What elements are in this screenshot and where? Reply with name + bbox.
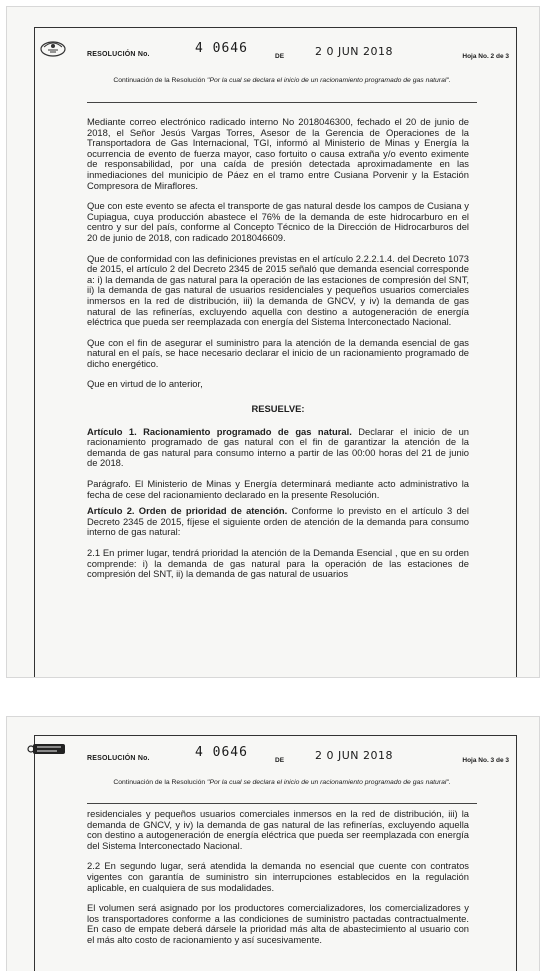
continuation-title: "Por la cual se declara el inicio de un racionamiento programado de gas natural". [207, 77, 451, 84]
item-2-1: 2.1 En primer lugar, tendrá prioridad la atención de la Demanda Esencial , que en su orden comprende: i) la demanda de gas natural para la operación de las estaciones de compresión del SNT, ii) la demanda de gas natural de usuarios [87, 547, 469, 580]
page-count: Hoja No. 3 de 3 [462, 757, 509, 764]
document-page-3 [6, 716, 540, 971]
resolution-label: RESOLUCIÓN No. [87, 755, 150, 762]
resuelve-heading: RESUELVE: [251, 403, 305, 415]
article-1-title: Artículo 1. Racionamiento programado de gas natural. [87, 425, 352, 437]
paragraph: residenciales y pequeños usuarios comerciales inmersos en la red de distribución, iii) la demanda de GNCV, y iv) la demanda de gas natural de las refinerías, excluyendo aquella con destino a autogeneración de energía eléctrica que pueda ser reemplazada con energía del Sistema Interconectado Nacional. [87, 808, 469, 851]
de-label: DE [275, 757, 285, 764]
paragrafo: Parágrafo. El Ministerio de Minas y Energía determinará mediante acto administrativo la fecha de cese del racionamiento declarado en la presente Resolución. [87, 478, 469, 500]
article-1-text: Declarar el inicio de un racionamiento programado de gas natural con el fin de garantizar la atención de la demanda de gas natural para consumo interno a partir de las 00:00 horas del 21 de junio de 2018. [87, 425, 469, 469]
resolution-number: 4 0646 [195, 745, 248, 760]
continuation-line [87, 77, 477, 85]
header-divider [87, 102, 477, 103]
resolution-label: RESOLUCIÓN No. [87, 51, 150, 58]
continuation-prefix: Continuación de la Resolución [113, 779, 208, 786]
document-page-2 [6, 6, 540, 678]
paragraph: 2.2 En segundo lugar, será atendida la demanda no esencial que cuente con contratos vigentes con garantía de suministro sin interrupciones establecidos en la regulación aplicable, en cualquiera de sus modalidades. [87, 860, 469, 893]
continuation-title: "Por la cual se declara el inicio de un racionamiento programado de gas natural". [207, 779, 451, 786]
article-1 [87, 427, 469, 469]
resolution-header [87, 41, 509, 63]
resolution-date: 2 0 JUN 2018 [315, 45, 394, 58]
de-label: DE [275, 53, 285, 60]
resolution-number: 4 0646 [195, 41, 248, 56]
header-divider [87, 803, 477, 804]
article-2-title: Artículo 2. Orden de prioridad de atención. [87, 505, 288, 517]
paragraph: Que con el fin de asegurar el suministro para la atención de la demanda esencial de gas natural en el país, se hace necesario declarar el inicio de un racionamiento programado de dicho energético. [87, 336, 469, 369]
resolution-date: 2 0 JUN 2018 [315, 749, 394, 762]
paragraph: El volumen será asignado por los productores comercializadores, los comercializadores y los transportadores conforme a las condiciones de suministro pactadas contractualmente. En caso de empate deberá dársele la prioridad más alta de abastecimiento al usuario con el más alto costo de racionamiento y así sucesivamente. [87, 902, 469, 945]
paragraph: Que con este evento se afecta el transporte de gas natural desde los campos de Cusiana y Cupiagua, cuya producción abastece el 76% de la demanda de este hidrocarburo en el centro y sur del país, conforme al Concepto Técnico de la Dirección de Hidrocarburos del 20 de junio de 2018, con radicado 2018046609. [87, 200, 469, 243]
paragraph: Que en virtud de lo anterior, [87, 378, 203, 390]
continuation-prefix: Continuación de la Resolución [113, 77, 208, 84]
page-count: Hoja No. 2 de 3 [462, 53, 509, 60]
continuation-line [87, 779, 477, 787]
paragraph: Mediante correo electrónico radicado interno No 2018046300, fechado el 20 de junio de 2018, el Señor Jesús Vargas Torres, Asesor de la Gerencia de Operaciones de la Transportadora de Gas Internacional, TGI, informó al Ministerio de Minas y Energía la ocurrencia de evento de fuerza mayor, caso fortuito o causa extraña y/o evento eximente de responsabilidad, por una caída de presión detectada aproximadamente en las inmediaciones del municipio de Páez en el tramo entre Cusiana Porvenir y la Estación Compresora de Miraflores. [87, 116, 469, 191]
resolution-header [87, 745, 509, 767]
ministry-logo [27, 742, 67, 756]
article-2 [87, 506, 469, 538]
article-2-text: Conforme lo previsto en el artículo 3 del Decreto 2345 de 2015, fíjese el siguiente orden de atención de la demanda para consumo interno de gas natural: [87, 505, 469, 538]
coat-of-arms-logo [37, 37, 69, 59]
document-body [87, 117, 469, 590]
paragraph: Que de conformidad con las definiciones previstas en el artículo 2.2.2.1.4. del Decreto 1073 de 2015, el artículo 2 del Decreto 2345 de 2015 señaló que demanda esencial corresponde a: i) la demanda de gas natural para la operación de las estaciones de compresión del SNT, ii) la demanda de gas natural de usuarios residenciales y pequeños usuarios comerciales inmersos en la red de distribución, iii) la demanda de GNCV, y iv) la demanda de gas natural de las refinerías, excluyendo aquella con destino a autogeneración de energía eléctrica que pueda ser reemplazada con energía del Sistema Interconectado Nacional. [87, 252, 469, 328]
document-body [87, 809, 469, 956]
